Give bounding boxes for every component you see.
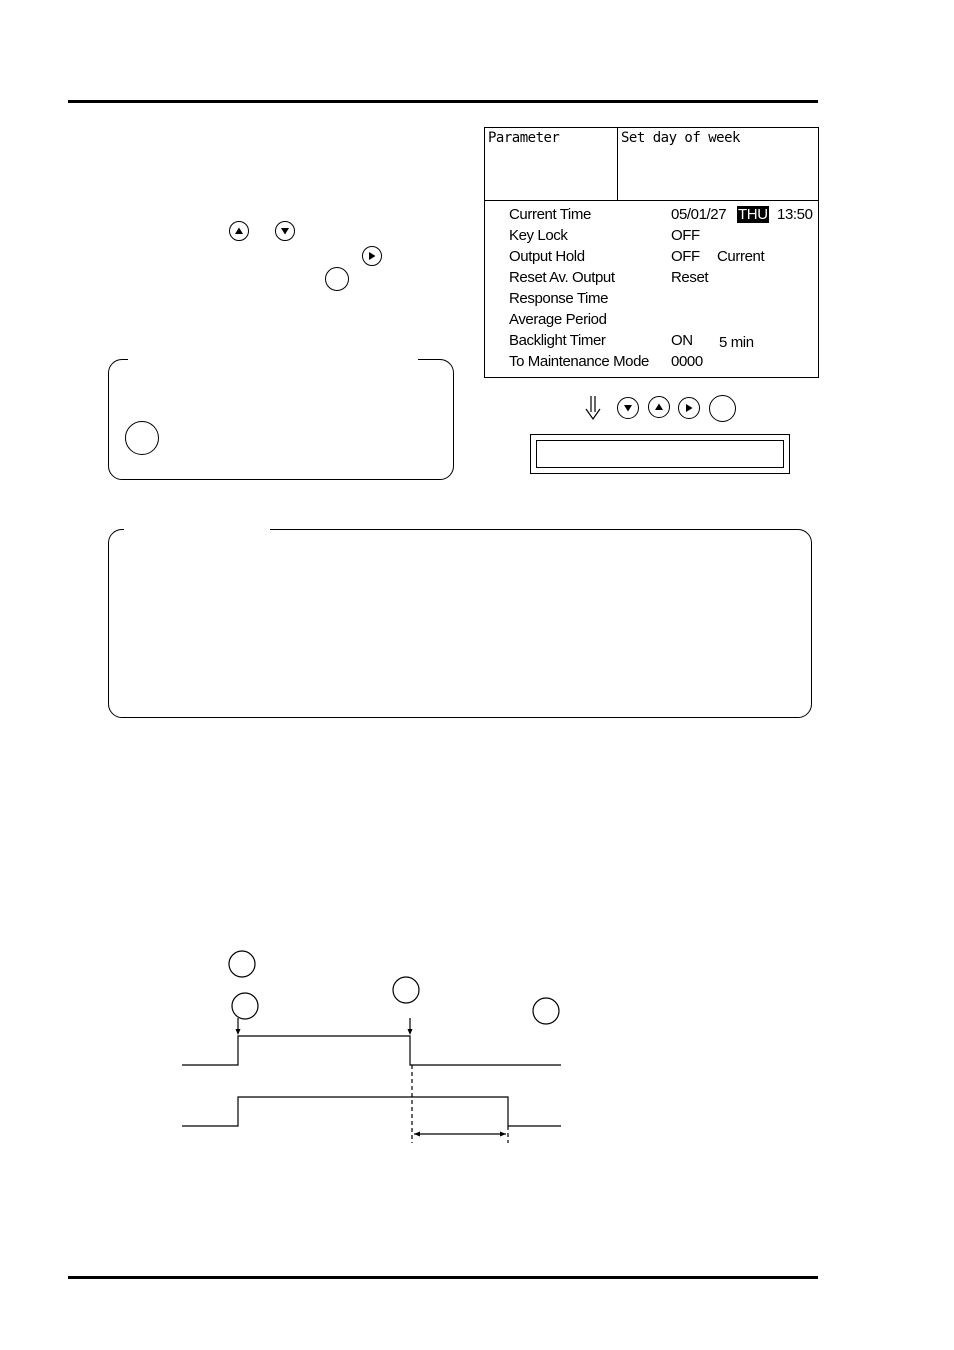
- lcd-row-value: 05/01/27: [671, 206, 727, 223]
- lcd-selected-day: THU: [738, 206, 768, 223]
- lcd-row-value: OFF: [671, 227, 700, 244]
- lcd-row-label: Output Hold: [509, 248, 585, 265]
- lcd-row-label: To Maintenance Mode: [509, 353, 649, 370]
- lcd-row-value: 0000: [671, 353, 703, 370]
- output-waveform: [182, 1097, 561, 1126]
- lcd-row-value: ON: [671, 332, 693, 349]
- lcd-row-value: OFF: [671, 248, 700, 265]
- lcd-row-extra: 13:50: [777, 206, 813, 223]
- lcd-row-extra: Current: [717, 248, 765, 265]
- lcd-row-value: Reset: [671, 269, 709, 286]
- lcd-row-label: Backlight Timer: [509, 332, 606, 349]
- lcd-row-label: Current Time: [509, 206, 591, 223]
- lcd-row-label: Key Lock: [509, 227, 568, 244]
- lcd-row-label: Average Period: [509, 311, 607, 328]
- lcd-header-hint: Set day of week: [621, 130, 740, 146]
- lcd-row-label: Reset Av. Output: [509, 269, 615, 286]
- lcd-header-title: Parameter: [488, 130, 560, 146]
- lcd-row-extra: 5 min: [719, 334, 754, 351]
- lcd-row-label: Response Time: [509, 290, 609, 307]
- input-waveform: [182, 1036, 561, 1065]
